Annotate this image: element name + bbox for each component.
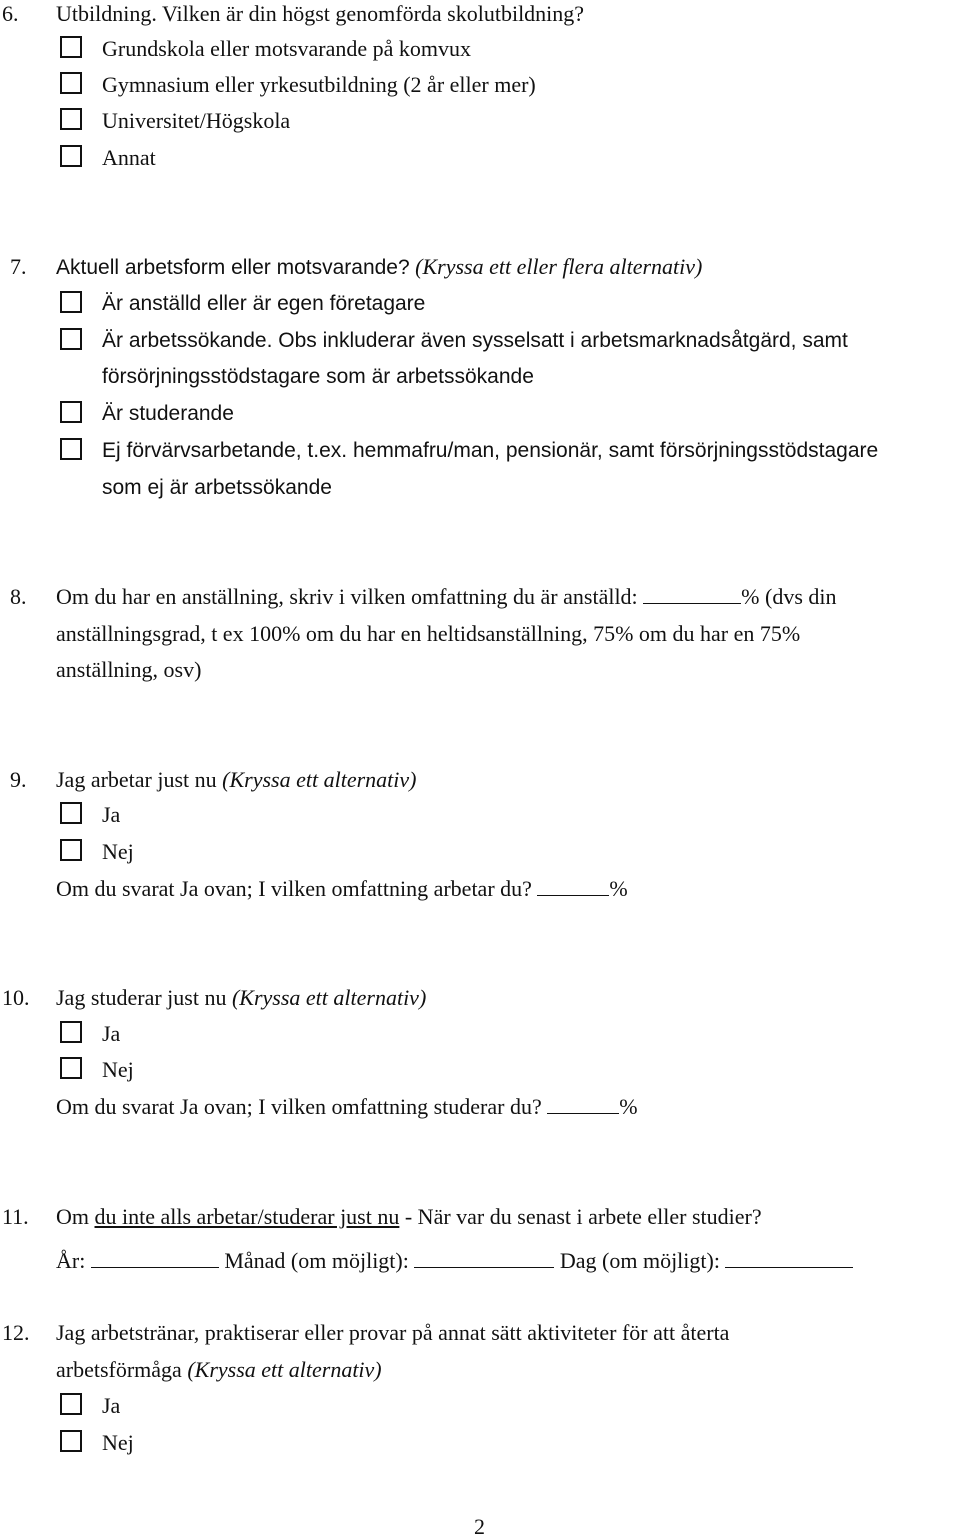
q10-number: 10. <box>2 985 30 1010</box>
q8-line-3: anställning, osv) <box>56 657 202 682</box>
q10-followup: Om du svarat Ja ovan; I vilken omfattning studerar du? <box>56 1094 542 1119</box>
q7-option-2-cont: försörjningsstödstagare som är arbetssökande <box>102 365 534 388</box>
q9-question: Jag arbetar just nu <box>56 767 217 792</box>
q8-line-2: anställningsgrad, t ex 100% om du har en heltidsanställning, 75% om du har en 75% <box>56 621 801 646</box>
q9-checkbox-nej[interactable] <box>60 839 82 861</box>
q9-option-ja: Ja <box>102 802 121 827</box>
q12-option-nej: Nej <box>102 1430 134 1455</box>
q9-number: 9. <box>10 767 27 792</box>
q8-number: 8. <box>10 584 27 609</box>
q6-option-3: Universitet/Högskola <box>102 108 291 133</box>
q9-option-nej: Nej <box>102 839 134 864</box>
q7-hint: (Kryssa ett eller flera alternativ) <box>415 254 703 279</box>
q11-day-field[interactable] <box>725 1249 853 1268</box>
q6-option-2: Gymnasium eller yrkesutbildning (2 år eller mer) <box>102 72 536 97</box>
q6-option-4: Annat <box>102 145 156 170</box>
q12-hint: (Kryssa ett alternativ) <box>187 1357 382 1382</box>
q11-month-field[interactable] <box>414 1249 554 1268</box>
q7-option-3: Är studerande <box>102 402 234 425</box>
q8-text-after: % (dvs din <box>741 584 837 609</box>
q12-line-1: Jag arbetstränar, praktiserar eller provar på annat sätt aktiviteter för att återta <box>56 1320 730 1345</box>
q7-number: 7. <box>10 254 27 279</box>
q12-number: 12. <box>2 1320 30 1345</box>
q11-year-field[interactable] <box>91 1249 219 1268</box>
q11-text-before: Om <box>56 1204 89 1229</box>
q10-percent-field[interactable] <box>547 1095 619 1114</box>
q10-checkbox-nej[interactable] <box>60 1057 82 1079</box>
q10-question: Jag studerar just nu <box>56 985 227 1010</box>
q6-number: 6. <box>2 1 19 26</box>
q9-unit: % <box>609 876 628 901</box>
q9-hint: (Kryssa ett alternativ) <box>222 767 417 792</box>
q12-text-cont: arbetsförmåga <box>56 1357 182 1382</box>
q11-year-label: År: <box>56 1248 86 1273</box>
q11-number: 11. <box>2 1204 29 1229</box>
q12-checkbox-nej[interactable] <box>60 1430 82 1452</box>
q7-checkbox-2[interactable] <box>60 328 82 350</box>
q11-text-after: - När var du senast i arbete eller studier? <box>404 1204 762 1229</box>
q6-checkbox-3[interactable] <box>60 108 82 130</box>
q11-question-line <box>56 1204 762 1230</box>
q6-option-1: Grundskola eller motsvarande på komvux <box>102 36 472 61</box>
q11-month-label: Månad (om möjligt): <box>224 1248 409 1273</box>
page-number: 2 <box>474 1514 485 1539</box>
q9-percent-field[interactable] <box>537 877 609 896</box>
q12-line-2 <box>56 1357 382 1383</box>
q7-checkbox-3[interactable] <box>60 401 82 423</box>
q7-checkbox-4[interactable] <box>60 438 82 460</box>
q7-checkbox-1[interactable] <box>60 291 82 313</box>
q9-followup: Om du svarat Ja ovan; I vilken omfattning arbetar du? <box>56 876 532 901</box>
q8-line-1 <box>56 584 837 610</box>
q7-option-4-cont: som ej är arbetssökande <box>102 476 332 499</box>
q8-text-before: Om du har en anställning, skriv i vilken omfattning du är anställd: <box>56 584 638 609</box>
q12-option-ja: Ja <box>102 1393 121 1418</box>
q7-option-4: Ej förvärvsarbetande, t.ex. hemmafru/man, pensionär, samt försörjningsstödstagare <box>102 439 879 462</box>
q6-question: Utbildning. Vilken är din högst genomförda skolutbildning? <box>56 1 585 26</box>
q7-question-line <box>56 254 702 281</box>
q6-checkbox-1[interactable] <box>60 36 82 58</box>
q10-followup-line <box>56 1094 638 1120</box>
q10-question-line <box>56 985 426 1011</box>
q7-option-2: Är arbetssökande. Obs inkluderar även sysselsatt i arbetsmarknadsåtgärd, samt <box>102 329 848 352</box>
q10-option-ja: Ja <box>102 1021 121 1046</box>
q11-day-label: Dag (om möjligt): <box>559 1248 720 1273</box>
q9-question-line <box>56 767 416 793</box>
q7-option-1: Är anställd eller är egen företagare <box>102 292 426 315</box>
q9-checkbox-ja[interactable] <box>60 802 82 824</box>
q10-hint: (Kryssa ett alternativ) <box>231 985 427 1010</box>
q6-checkbox-4[interactable] <box>60 145 82 167</box>
q7-question: Aktuell arbetsform eller motsvarande? <box>56 256 410 279</box>
q6-checkbox-2[interactable] <box>60 72 82 94</box>
q10-option-nej: Nej <box>102 1057 134 1082</box>
q11-text-underlined: du inte alls arbetar/studerar just nu <box>94 1204 400 1229</box>
q12-checkbox-ja[interactable] <box>60 1393 82 1415</box>
q10-unit: % <box>619 1094 638 1119</box>
q8-percent-field[interactable] <box>643 585 741 604</box>
q9-followup-line <box>56 876 628 902</box>
q11-date-line <box>56 1248 853 1274</box>
q10-checkbox-ja[interactable] <box>60 1021 82 1043</box>
